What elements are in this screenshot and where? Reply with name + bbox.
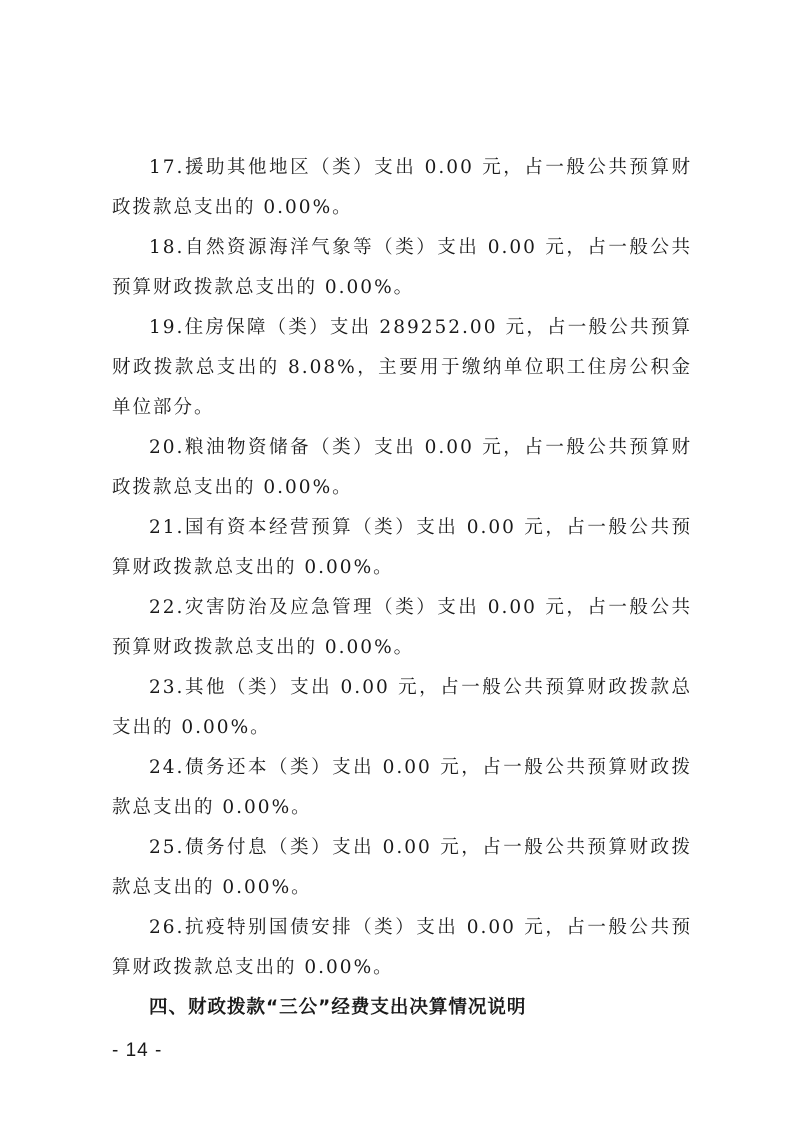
paragraph-item-21: 21.国有资本经营预算（类）支出 0.00 元，占一般公共预算财政拨款总支出的 0.00%。 [112, 517, 692, 578]
paragraph-item-23: 23.其他（类）支出 0.00 元，占一般公共预算财政拨款总支出的 0.00%。 [112, 677, 692, 738]
paragraph-item-19: 19.住房保障（类）支出 289252.00 元，占一般公共预算财政拨款总支出的 8.08%，主要用于缴纳单位职工住房公积金单位部分。 [112, 317, 692, 418]
paragraph-item-20: 20.粮油物资储备（类）支出 0.00 元，占一般公共预算财政拨款总支出的 0.00%。 [112, 437, 692, 498]
paragraph-item-26: 26.抗疫特别国债安排（类）支出 0.00 元，占一般公共预算财政拨款总支出的 0.00%。 [112, 917, 692, 978]
section-heading: 四、财政拨款“三公”经费支出决算情况说明 [149, 997, 527, 1018]
page-number: - 14 - [112, 1040, 163, 1061]
paragraph-item-18: 18.自然资源海洋气象等（类）支出 0.00 元，占一般公共预算财政拨款总支出的 0.00%。 [112, 237, 692, 298]
paragraph-item-25: 25.债务付息（类）支出 0.00 元，占一般公共预算财政拨款总支出的 0.00%。 [112, 837, 692, 898]
paragraph-item-17: 17.援助其他地区（类）支出 0.00 元，占一般公共预算财政拨款总支出的 0.00%。 [112, 157, 692, 218]
paragraph-item-24: 24.债务还本（类）支出 0.00 元，占一般公共预算财政拨款总支出的 0.00%。 [112, 757, 692, 818]
document-body [112, 148, 692, 1028]
paragraph-item-22: 22.灾害防治及应急管理（类）支出 0.00 元，占一般公共预算财政拨款总支出的 0.00%。 [112, 597, 692, 658]
